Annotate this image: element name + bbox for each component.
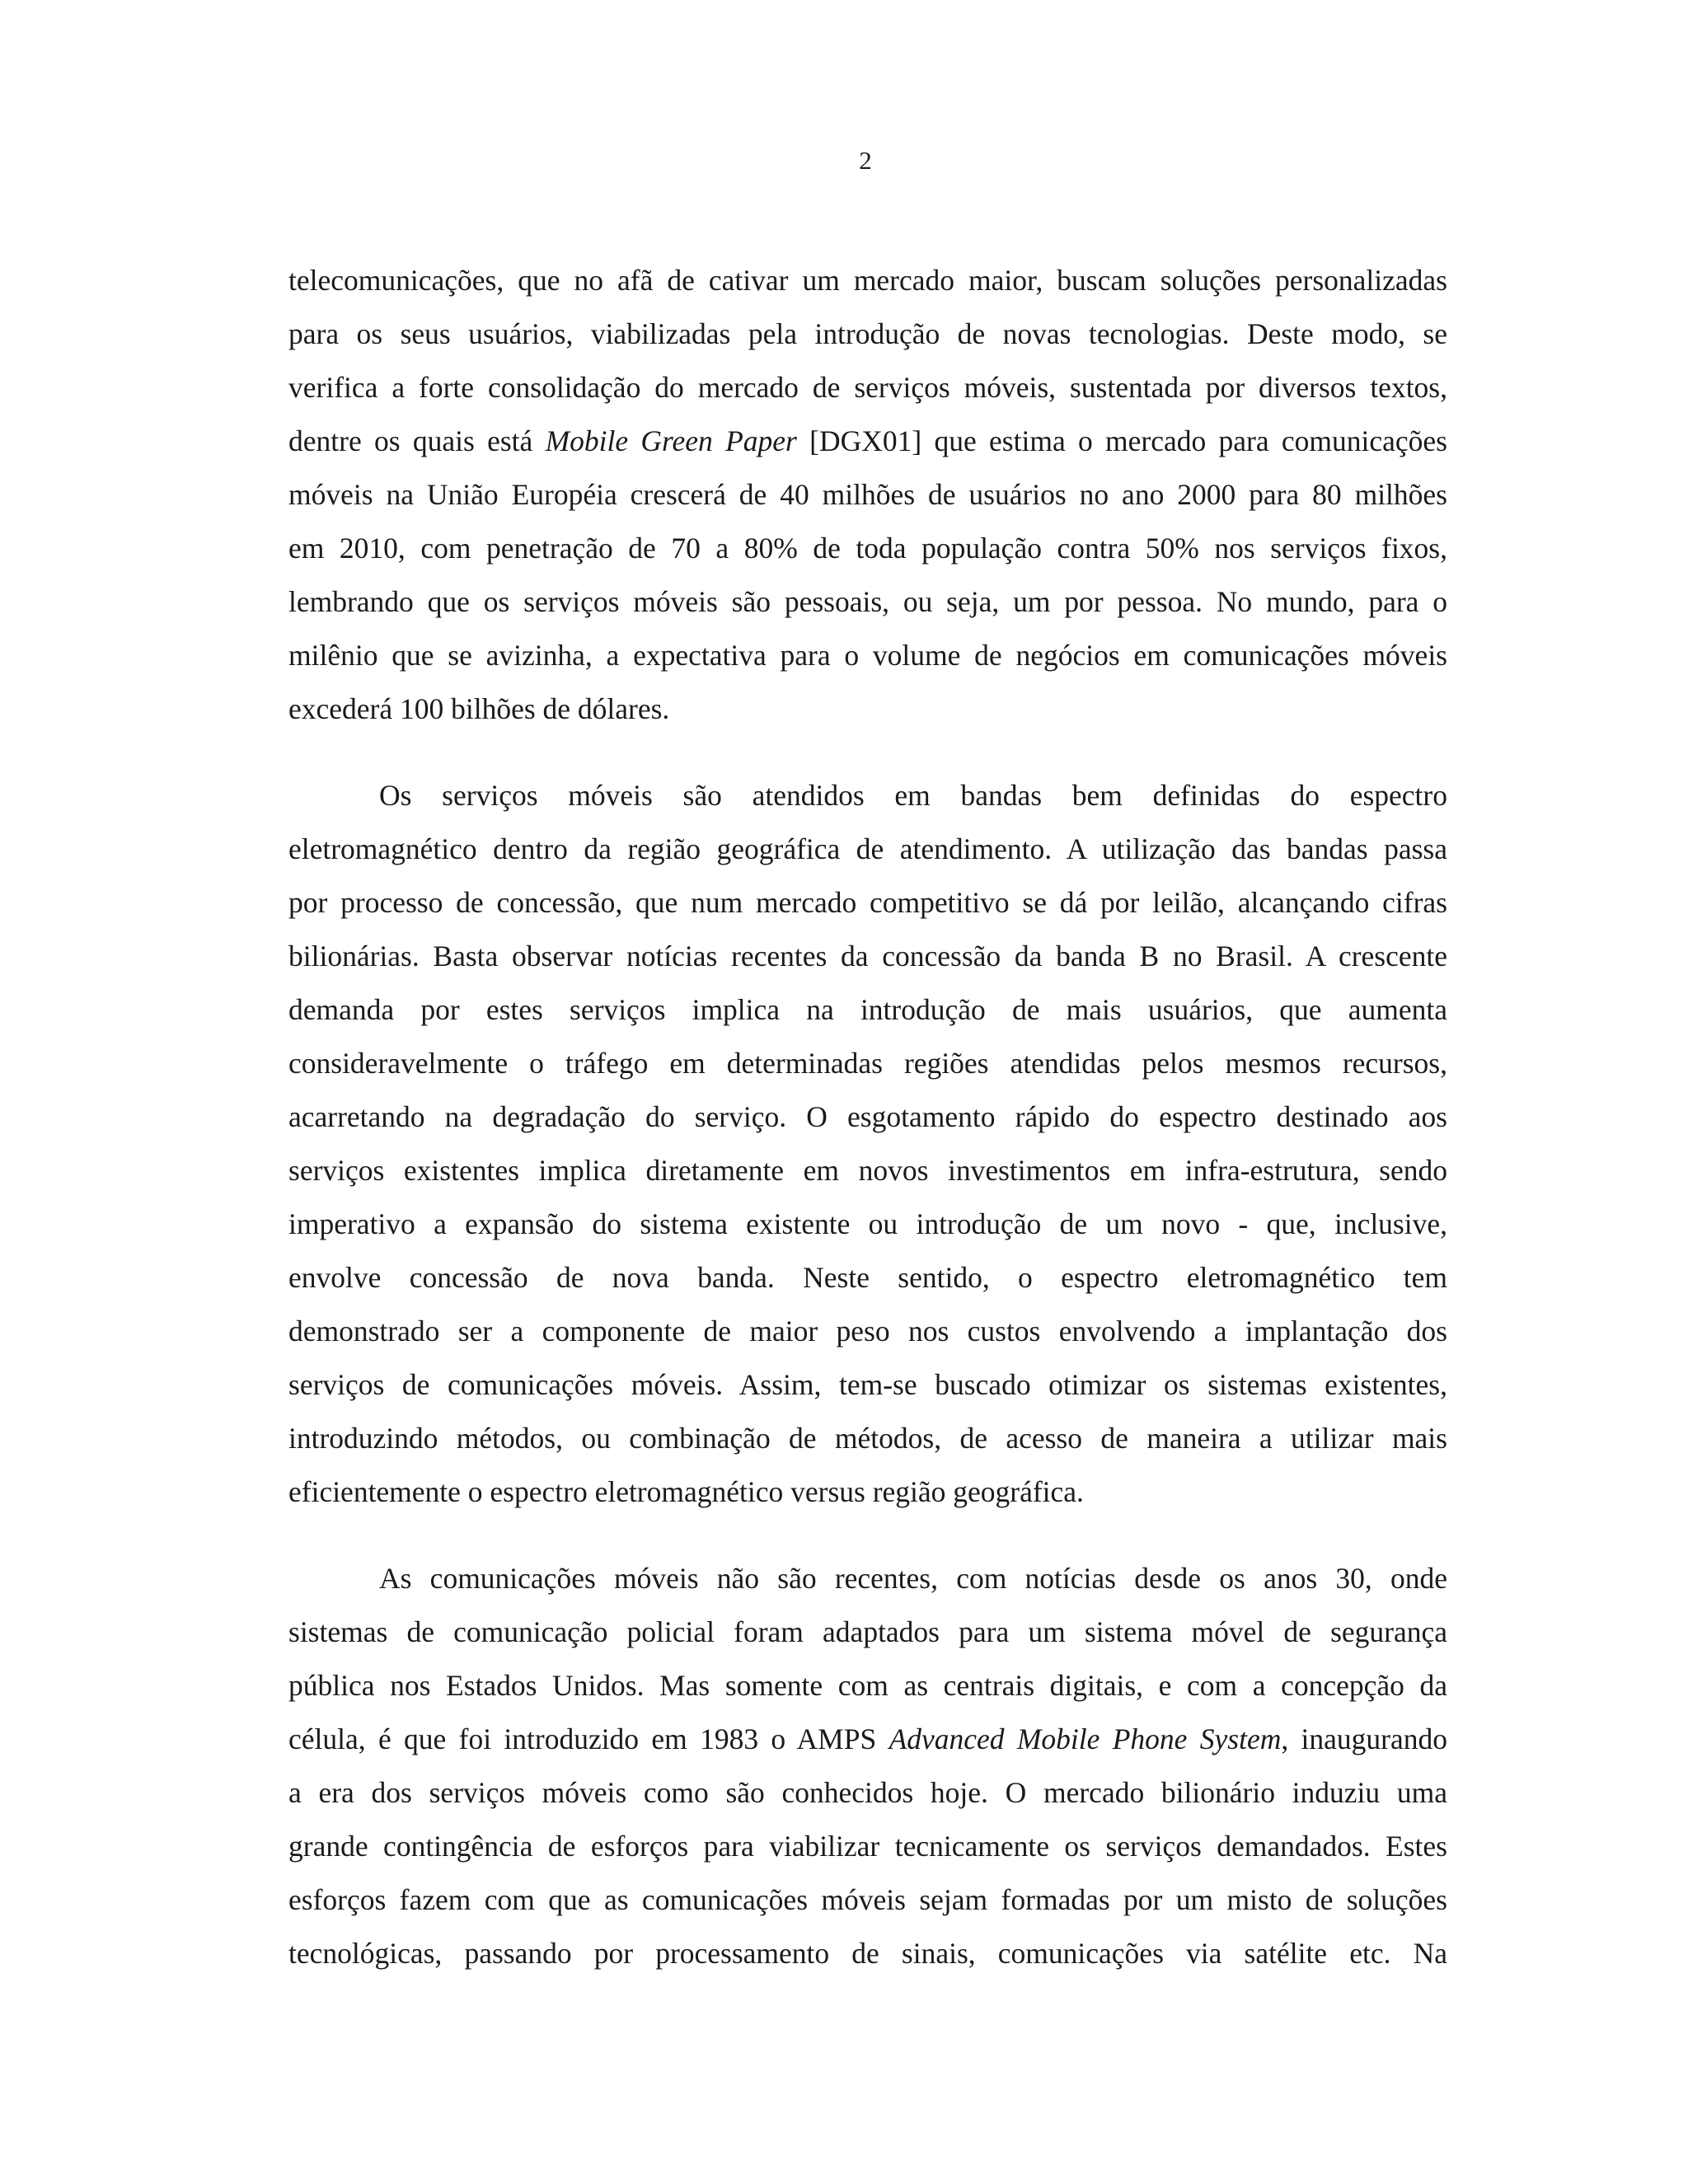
text-line: serviços de comunicações móveis. Assim, tem-se buscado otimizar os sistemas existentes, — [288, 1368, 1447, 1401]
text-line: tecnológicas, passando por processamento de sinais, comunicações via satélite etc. Na — [288, 1937, 1447, 1970]
text-line: introduzindo métodos, ou combinação de métodos, de acesso de maneira a utilizar mais — [288, 1422, 1447, 1455]
italic-term-amps: Advanced Mobile Phone System — [889, 1722, 1282, 1755]
body-text — [288, 254, 1447, 1980]
italic-title-mobile-green-paper: Mobile Green Paper — [545, 424, 797, 457]
text-line: imperativo a expansão do sistema existente ou introdução de um novo - que, inclusive, — [288, 1207, 1447, 1240]
text-line: móveis na União Européia crescerá de 40 milhões de usuários no ano 2000 para 80 milhões — [288, 478, 1447, 511]
text-line: demonstrado ser a componente de maior peso nos custos envolvendo a implantação dos — [288, 1315, 1447, 1347]
text-line: acarretando na degradação do serviço. O esgotamento rápido do espectro destinado aos — [288, 1100, 1447, 1133]
text-line: eletromagnético dentro da região geográfica de atendimento. A utilização das bandas passa — [288, 832, 1447, 865]
text-line: eficientemente o espectro eletromagnético versus região geográfica. — [288, 1475, 1084, 1508]
text-line: para os seus usuários, viabilizadas pela introdução de novas tecnologias. Deste modo, se — [288, 317, 1447, 350]
text-line: grande contingência de esforços para viabilizar tecnicamente os serviços demandados. Estes — [288, 1830, 1447, 1863]
text-line — [288, 415, 1447, 468]
paragraph-2 — [288, 769, 1447, 1519]
text-line: As comunicações móveis não são recentes, com notícias desde os anos 30, onde — [379, 1562, 1447, 1595]
text-run: [DGX01] que estima o mercado para comunicações — [796, 424, 1447, 457]
text-line: Os serviços móveis são atendidos em bandas bem definidas do espectro — [379, 779, 1447, 812]
text-line: esforços fazem com que as comunicações móveis sejam formadas por um misto de soluções — [288, 1883, 1447, 1916]
text-line: bilionárias. Basta observar notícias recentes da concessão da banda B no Brasil. A crescente — [288, 940, 1447, 972]
paragraph-1 — [288, 254, 1447, 736]
text-line: telecomunicações, que no afã de cativar um mercado maior, buscam soluções personalizadas — [288, 264, 1447, 297]
page-number: 2 — [859, 146, 872, 175]
text-run: dentre os quais está — [288, 424, 546, 457]
text-line: em 2010, com penetração de 70 a 80% de toda população contra 50% nos serviços fixos, — [288, 532, 1447, 565]
paragraph-3 — [288, 1552, 1447, 1980]
text-line: serviços existentes implica diretamente em novos investimentos em infra-estrutura, sendo — [288, 1154, 1447, 1187]
text-line: consideravelmente o tráfego em determinadas regiões atendidas pelos mesmos recursos, — [288, 1047, 1447, 1080]
text-line: lembrando que os serviços móveis são pessoais, ou seja, um por pessoa. No mundo, para o — [288, 585, 1447, 618]
text-line: sistemas de comunicação policial foram adaptados para um sistema móvel de segurança — [288, 1615, 1447, 1648]
text-line: envolve concessão de nova banda. Neste sentido, o espectro eletromagnético tem — [288, 1261, 1447, 1294]
text-run: célula, é que foi introduzido em 1983 o AMPS — [288, 1722, 889, 1755]
text-line: milênio que se avizinha, a expectativa para o volume de negócios em comunicações móveis — [288, 639, 1447, 672]
text-line: excederá 100 bilhões de dólares. — [288, 692, 670, 725]
text-line: verifica a forte consolidação do mercado de serviços móveis, sustentada por diversos textos, — [288, 371, 1447, 404]
text-run: , inaugurando — [1281, 1722, 1447, 1755]
text-line: pública nos Estados Unidos. Mas somente com as centrais digitais, e com a concepção da — [288, 1669, 1447, 1702]
text-line: demanda por estes serviços implica na introdução de mais usuários, que aumenta — [288, 993, 1447, 1026]
text-line — [288, 1713, 1447, 1766]
text-line: a era dos serviços móveis como são conhecidos hoje. O mercado bilionário induziu uma — [288, 1776, 1447, 1809]
text-line: por processo de concessão, que num mercado competitivo se dá por leilão, alcançando cifras — [288, 886, 1447, 919]
